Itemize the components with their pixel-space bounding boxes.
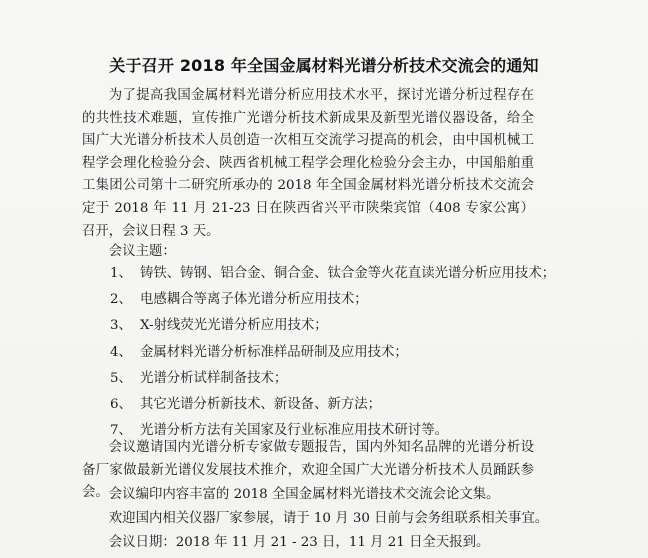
topic-number: 6、 <box>110 396 132 412</box>
topics-label: 会议主题： <box>108 244 176 259</box>
topic-number: 7、 <box>110 423 132 439</box>
document-title: 关于召开 2018 年全国金属材料光谱分析技术交流会的通知 <box>109 56 539 75</box>
topic-text: 光谱分析试样制备技术； <box>140 370 288 386</box>
invite-paragraph: 会议邀请国内光谱分析专家做专题报告，国内外知名品牌的光谱分析设备厂家做最新光谱仪发展技术推介，欢迎全国广大光谱分析技术人员踊跃参会。 <box>82 440 534 501</box>
proceedings-line: 会议编印内容丰富的 2018 全国金属材料光谱技术交流会论文集。 <box>108 487 500 502</box>
topic-text: 铸铁、铸钢、铝合金、铜合金、钛合金等火花直读光谱分析应用技术； <box>140 266 556 281</box>
topic-text: 其它光谱分析新技术、新设备、新方法； <box>140 396 382 412</box>
topic-number: 3、 <box>110 318 132 334</box>
topic-item <box>110 342 550 368</box>
topic-item <box>110 394 550 420</box>
topic-item <box>110 315 550 341</box>
topic-text: 电感耦合等离子体光谱分析应用技术； <box>140 292 368 308</box>
topic-text: 光谱分析方法有关国家及行业标准应用技术研讨等。 <box>140 423 448 439</box>
intro-paragraph: 为了提高我国金属材料光谱分析应用技术水平，探讨光谱分析过程存在的共性技术难题，宣传推广光谱分析技术新成果及新型光谱仪器设备，给全国广大光谱分析技术人员创造一次相互交流学习提高的机会，由中国机械工程学会理化检验分会、陕西省机械工程学会理化检验分会主办，中国船舶重工集团公司第十二研究所承办的 2018 年全国金属材料光谱分析技术交流会定于 2018 年 11 月 21-23 日在陕西省兴平市陕柴宾馆（408 专家公寓）召开，会议日程 3 天。 <box>82 88 534 239</box>
topic-item <box>110 263 556 289</box>
topic-number: 5、 <box>110 370 132 386</box>
topic-text: X-射线荧光光谱分析应用技术； <box>140 318 328 334</box>
topic-text: 金属材料光谱分析标准样品研制及应用技术； <box>140 344 408 360</box>
topics-list <box>110 263 556 446</box>
dates-line: 会议日期：2018 年 11 月 21 - 23 日，11 月 21 日全天报到。 <box>108 535 490 550</box>
topic-number: 4、 <box>110 344 132 360</box>
topic-number: 1、 <box>110 266 132 281</box>
exhibitors-line: 欢迎国内相关仪器厂家参展，请于 10 月 30 日前与会务组联系相关事宜。 <box>108 511 549 526</box>
topic-number: 2、 <box>110 292 132 308</box>
topic-item <box>110 289 550 315</box>
topic-item <box>110 368 550 394</box>
